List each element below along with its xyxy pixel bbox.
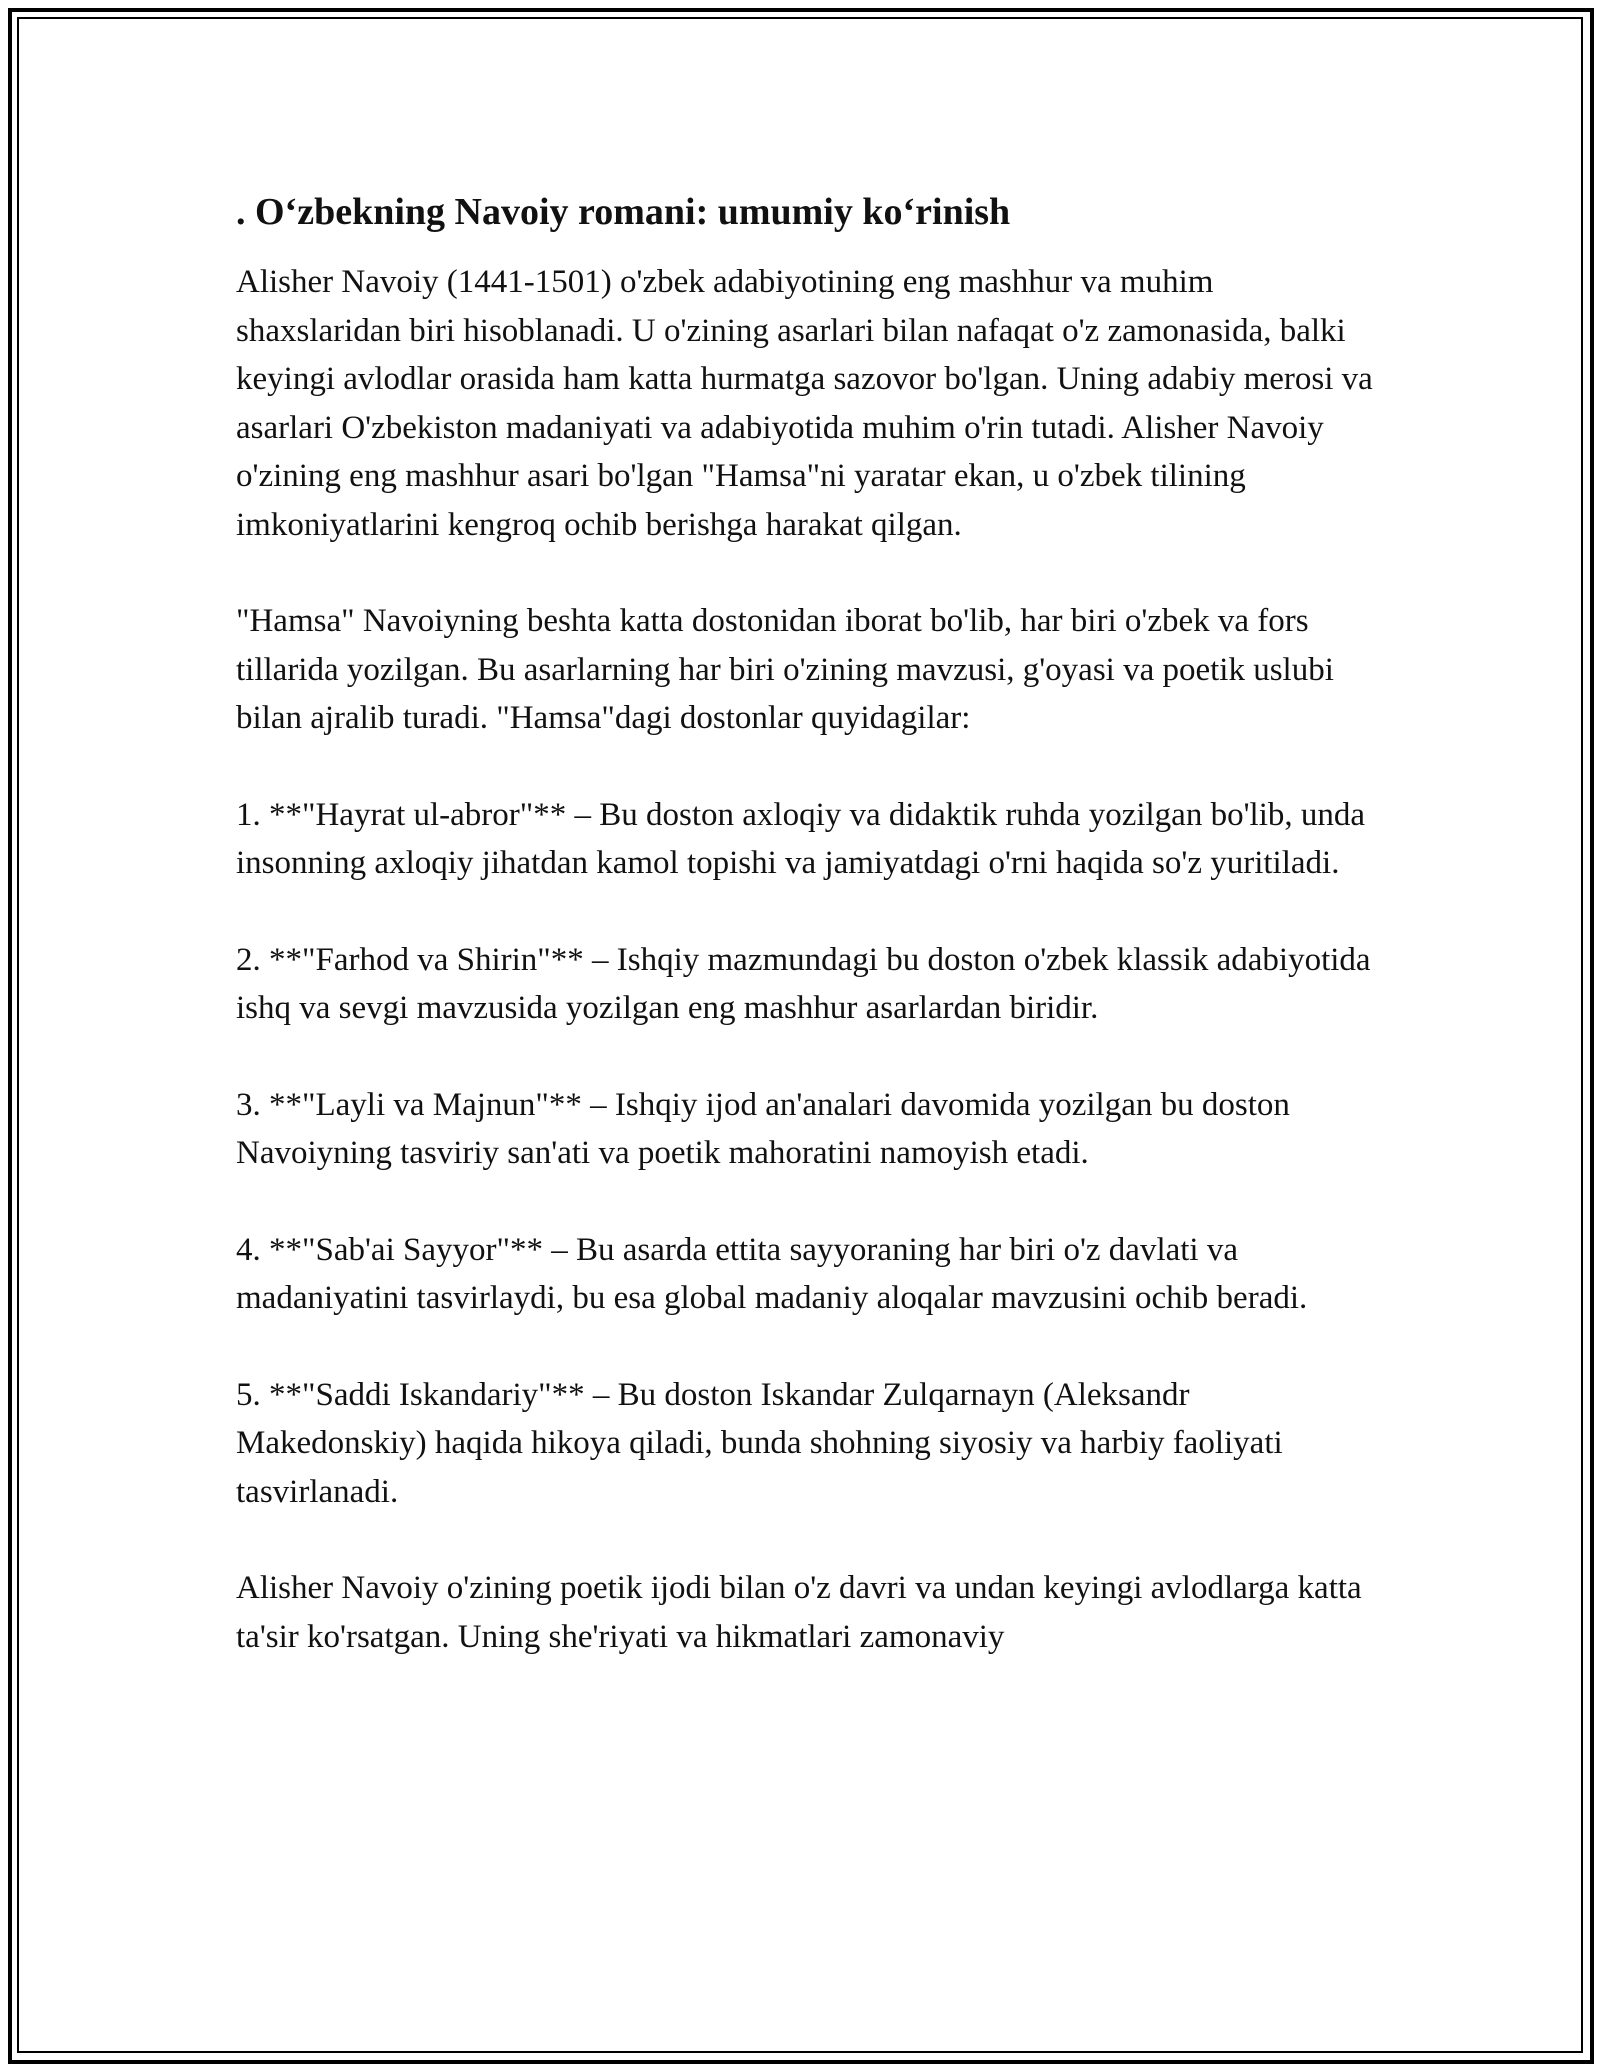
list-item-hayrat-ul-abror: 1. **"Hayrat ul-abror"** – Bu doston axloqiy va didaktik ruhda yozilgan bo'lib, unda insonning axloqiy jihatdan kamol topishi va jamiyatdagi o'rni haqida so'z yuritiladi. <box>236 796 1366 881</box>
document-body <box>236 186 1376 1661</box>
list-item-sabai-sayyor: 4. **"Sab'ai Sayyor"** – Bu asarda ettita sayyoraning har biri o'z davlati va madaniyatini tasvirlaydi, bu esa global madaniy aloqalar mavzusini ochib beradi. <box>236 1231 1308 1316</box>
list-item-saddi-iskandariy: 5. **"Saddi Iskandariy"** – Bu doston Iskandar Zulqarnayn (Aleksandr Makedonskiy) haqida hikoya qiladi, bunda shohning siyosiy va harbiy faoliyati tasvirlanadi. <box>236 1376 1283 1510</box>
list-item-layli-va-majnun: 3. **"Layli va Majnun"** – Ishqiy ijod an'analari davomida yozilgan bu doston Navoiyning tasviriy san'ati va poetik mahoratini namoyish etadi. <box>236 1086 1290 1171</box>
paragraph-conclusion: Alisher Navoiy o'zining poetik ijodi bilan o'z davri va undan keyingi avlodlarga katta ta'sir ko'rsatgan. Uning she'riyati va hikmatlari zamonaviy <box>236 1570 1362 1655</box>
paragraph-intro: Alisher Navoiy (1441-1501) o'zbek adabiyotining eng mashhur va muhim shaxslaridan biri hisoblanadi. U o'zining asarlari bilan nafaqat o'z zamonasida, balki keyingi avlodlar orasida ham katta hurmatga sazovor bo'lgan. Uning adabiy merosi va asarlari O'zbekiston madaniyati va adabiyotida muhim o'rin tutadi. Alisher Navoiy o'zining eng mashhur asari bo'lgan "Hamsa"ni yaratar ekan, u o'zbek tilining imkoniyatlarini kengroq ochib berishga harakat qilgan. <box>236 264 1373 543</box>
paragraph-hamsa: "Hamsa" Navoiyning beshta katta dostonidan iborat bo'lib, har biri o'zbek va fors tillarida yozilgan. Bu asarlarning har biri o'zining mavzusi, g'oyasi va poetik uslubi bilan ajralib turadi. "Hamsa"dagi dostonlar quyidagilar: <box>236 603 1334 736</box>
list-item-farhod-va-shirin: 2. **"Farhod va Shirin"** – Ishqiy mazmundagi bu doston o'zbek klassik adabiyotida ishq va sevgi mavzusida yozilgan eng mashhur asarlardan biridir. <box>236 941 1371 1026</box>
document-title: . O‘zbekning Navoiy romani: umumiy ko‘rinish <box>236 191 1011 233</box>
